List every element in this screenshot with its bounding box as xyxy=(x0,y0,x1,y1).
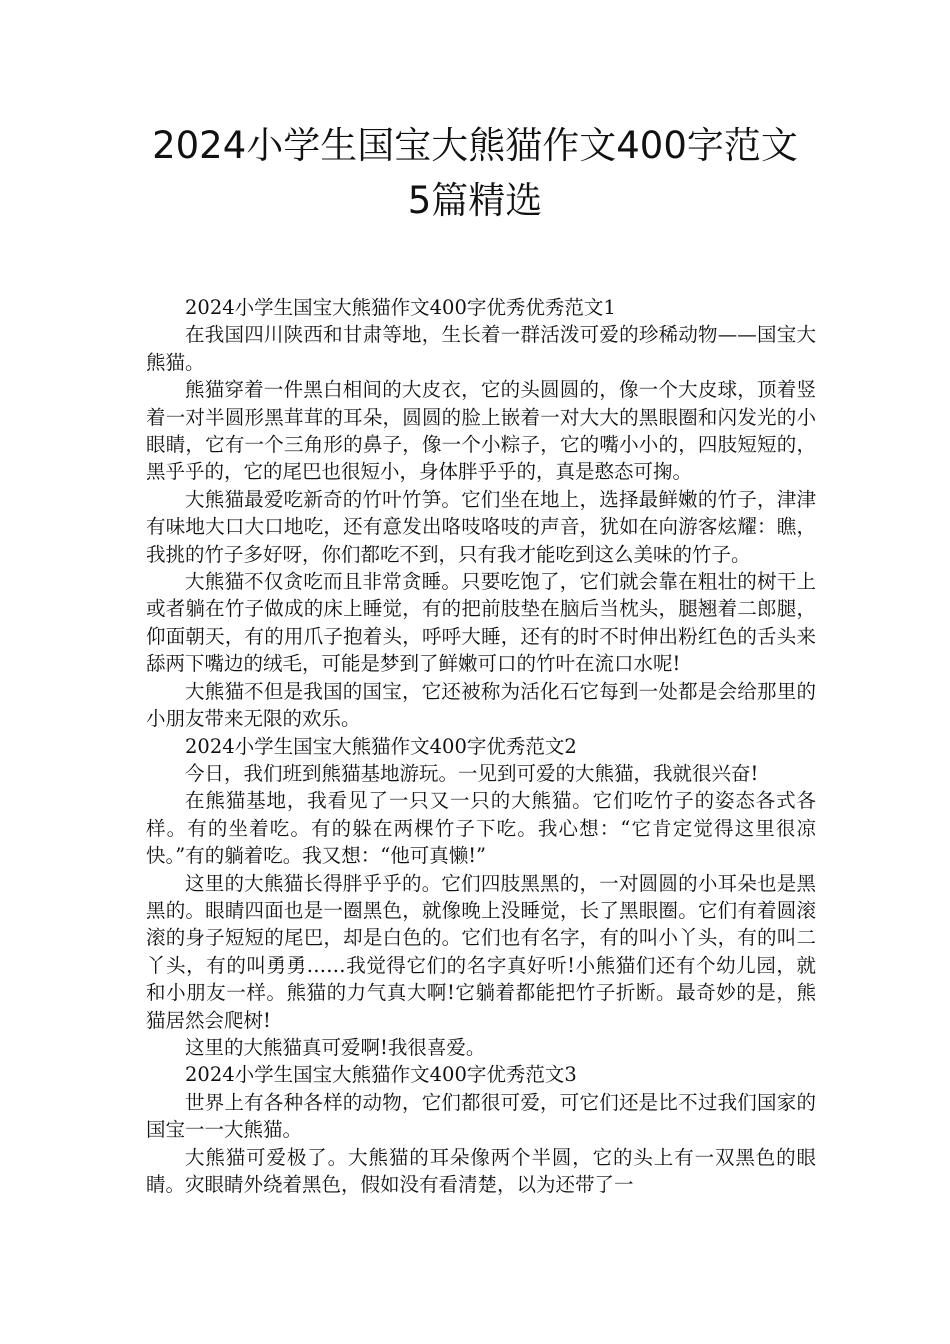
section-1-paragraph: 在我国四川陕西和甘肃等地，生长着一群活泼可爱的珍稀动物——国宝大熊猫。 xyxy=(146,323,816,374)
section-1-paragraph: 熊猫穿着一件黑白相间的大皮衣，它的头圆圆的，像一个大皮球，顶着竖着一对半圆形黑茸茸的耳朵，圆圆的脸上嵌着一对大大的黑眼圈和闪发光的小眼睛，它有一个三角形的鼻子，像一个小粽子，它的嘴小小的，四肢短短的，黑乎乎的，它的尾巴也很短小，身体胖乎乎的，真是憨态可掬。 xyxy=(146,378,816,484)
document-title xyxy=(120,118,830,228)
document-title-line-2: 5篇精选 xyxy=(407,179,543,222)
document-body xyxy=(146,294,816,1198)
section-2-paragraph: 今日，我们班到熊猫基地游玩。一见到可爱的大熊猫，我就很兴奋! xyxy=(185,761,759,785)
section-2-paragraph: 这里的大熊猫长得胖乎乎的。它们四肢黑黑的，一对圆圆的小耳朵也是黑黑的。眼睛四面也是一圈黑色，就像晚上没睡觉，长了黑眼圈。它们有着圆滚滚的身子短短的尾巴，却是白色的。它们也有名字，有的叫小丫头，有的叫二丫头，有的叫勇勇……我觉得它们的名字真好听!小熊猫们还有个幼儿园，就和小朋友一样。熊猫的力气真大啊!它躺着都能把竹子折断。最奇妙的是，熊猫居然会爬树! xyxy=(146,871,816,1032)
section-3-paragraph: 世界上有各种各样的动物，它们都很可爱，可它们还是比不过我们国家的国宝一一大熊猫。 xyxy=(146,1090,816,1142)
section-3-heading: 2024小学生国宝大熊猫作文400字优秀范文3 xyxy=(185,1063,577,1087)
document-title-line-1: 2024小学生国宝大熊猫作文400字范文 xyxy=(152,124,798,167)
section-1-paragraph: 大熊猫不仅贪吃而且非常贪睡。只要吃饱了，它们就会靠在粗壮的树干上或者躺在竹子做成的床上睡觉，有的把前肢垫在脑后当枕头，腿翘着二郎腿，仰面朝天，有的用爪子抱着头，呼呼大睡，还有的时不时伸出粉红色的舌头来舔两下嘴边的绒毛，可能是梦到了鲜嫩可口的竹叶在流口水呢! xyxy=(146,570,816,676)
section-1-paragraph: 大熊猫不但是我国的国宝，它还被称为活化石它每到一处都是会给那里的小朋友带来无限的欢乐。 xyxy=(146,679,816,731)
section-3-paragraph: 大熊猫可爱极了。大熊猫的耳朵像两个半圆，它的头上有一双黑色的眼睛。灾眼睛外绕着黑色，假如没有看清楚，以为还带了一 xyxy=(146,1145,816,1196)
section-1-paragraph: 大熊猫最爱吃新奇的竹叶竹笋。它们坐在地上，选择最鲜嫩的竹子，津津有味地大口大口地吃，还有意发出咯吱咯吱的声音，犹如在向游客炫耀：瞧，我挑的竹子多好呀，你们都吃不到，只有我才能吃到这么美味的竹子。 xyxy=(146,487,816,566)
section-2-heading: 2024小学生国宝大熊猫作文400字优秀范文2 xyxy=(185,734,577,758)
section-2-paragraph: 在熊猫基地，我看见了一只又一只的大熊猫。它们吃竹子的姿态各式各样。有的坐着吃。有的躲在两棵竹子下吃。我心想：“它肯定觉得这里很凉快。”有的躺着吃。我又想：“他可真懒!” xyxy=(146,789,816,868)
section-2-paragraph: 这里的大熊猫真可爱啊!我很喜爱。 xyxy=(185,1035,486,1059)
section-1-heading: 2024小学生国宝大熊猫作文400字优秀优秀范文1 xyxy=(185,296,616,319)
